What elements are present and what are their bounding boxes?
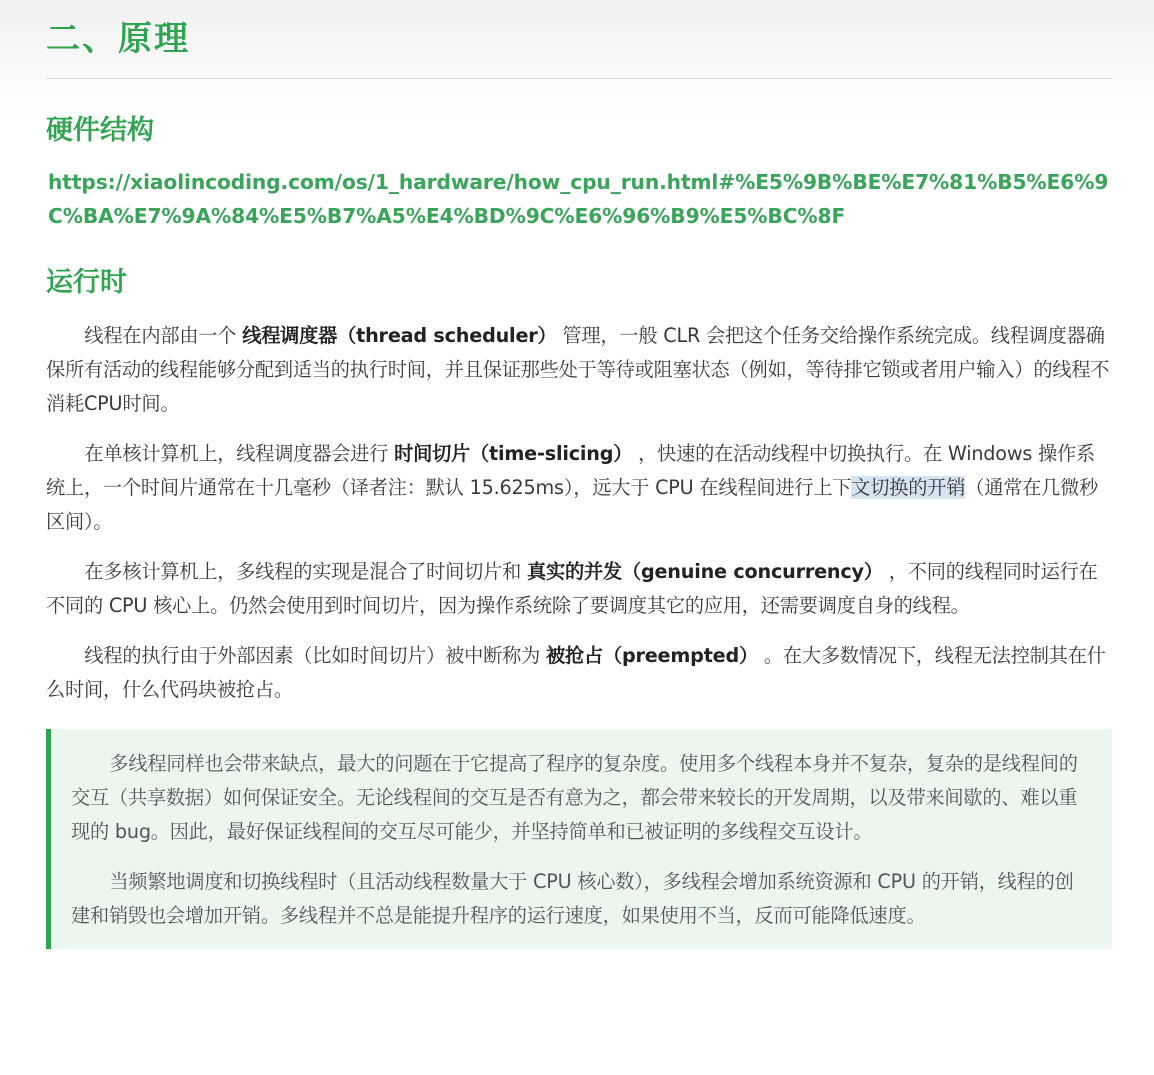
runtime-paragraph-3 <box>46 555 1112 623</box>
hardware-link[interactable]: https://xiaolincoding.com/os/1_hardware/how_cpu_run.html#%E5%9B%BE%E7%81%B5%E6%9C%BA%E7%9A%84%E5%B7%A5%E4%BD%9C%E6%96%B9%E5%BC%8F <box>48 170 1109 228</box>
text: 在单核计算机上，线程调度器会进行 <box>84 442 395 465</box>
bold-term: 线程调度器（thread scheduler） <box>242 324 557 347</box>
selected-text: 文切换的开销 <box>851 476 966 499</box>
text: （通常在几微秒区间）。 <box>46 476 1099 533</box>
title-divider <box>46 78 1112 79</box>
bold-term: 真实的并发（genuine concurrency） <box>527 560 883 583</box>
text: 线程在内部由一个 <box>84 324 243 347</box>
tip-blockquote <box>46 729 1112 949</box>
text: 管理，一般 CLR 会把这个任务交给操作系统完成。线程调度器确保所有活动的线程能够分配到适当的执行时间，并且保证那些处于等待或阻塞状态（例如，等待排它锁或者用户输入）的线程不消耗CPU时间。 <box>46 324 1110 415</box>
runtime-paragraph-4 <box>46 639 1112 707</box>
text: ，不同的线程同时运行在不同的 CPU 核心上。仍然会使用到时间切片，因为操作系统除了要调度其它的应用，还需要调度自身的线程。 <box>46 560 1098 617</box>
runtime-paragraph-1 <box>46 319 1112 421</box>
quote-paragraph-2: 当频繁地调度和切换线程时（且活动线程数量大于 CPU 核心数），多线程会增加系统资源和 CPU 的开销，线程的创建和销毁也会增加开销。多线程并不总是能提升程序的运行速度，如果使用不当，反而可能降低速度。 <box>71 870 1074 927</box>
text: 在多核计算机上，多线程的实现是混合了时间切片和 <box>84 560 528 583</box>
hardware-heading: 硬件结构 <box>46 115 154 146</box>
section-title: 二、原理 <box>46 19 190 59</box>
bold-term: 被抢占（preempted） <box>546 644 759 667</box>
quote-paragraph-1: 多线程同样也会带来缺点，最大的问题在于它提高了程序的复杂度。使用多个线程本身并不复杂，复杂的是线程间的交互（共享数据）如何保证安全。无论线程间的交互是否有意为之，都会带来较长的开发周期，以及带来间歇的、难以重现的 bug。因此，最好保证线程间的交互尽可能少，并坚持简单和已被证明的多线程交互设计。 <box>71 752 1078 843</box>
runtime-heading: 运行时 <box>46 267 127 298</box>
text: ，快速的在活动线程中切换执行。在 Windows 操作系统上，一个时间片通常在十几毫秒（译者注：默认 15.625ms），远大于 CPU 在线程间进行上下 <box>46 442 1095 499</box>
text: 。在大多数情况下，线程无法控制其在什么时间，什么代码块被抢占。 <box>46 644 1106 701</box>
text: 线程的执行由于外部因素（比如时间切片）被中断称为 <box>84 644 546 667</box>
runtime-paragraph-2 <box>46 437 1112 539</box>
bold-term: 时间切片（time-slicing） <box>394 442 633 465</box>
